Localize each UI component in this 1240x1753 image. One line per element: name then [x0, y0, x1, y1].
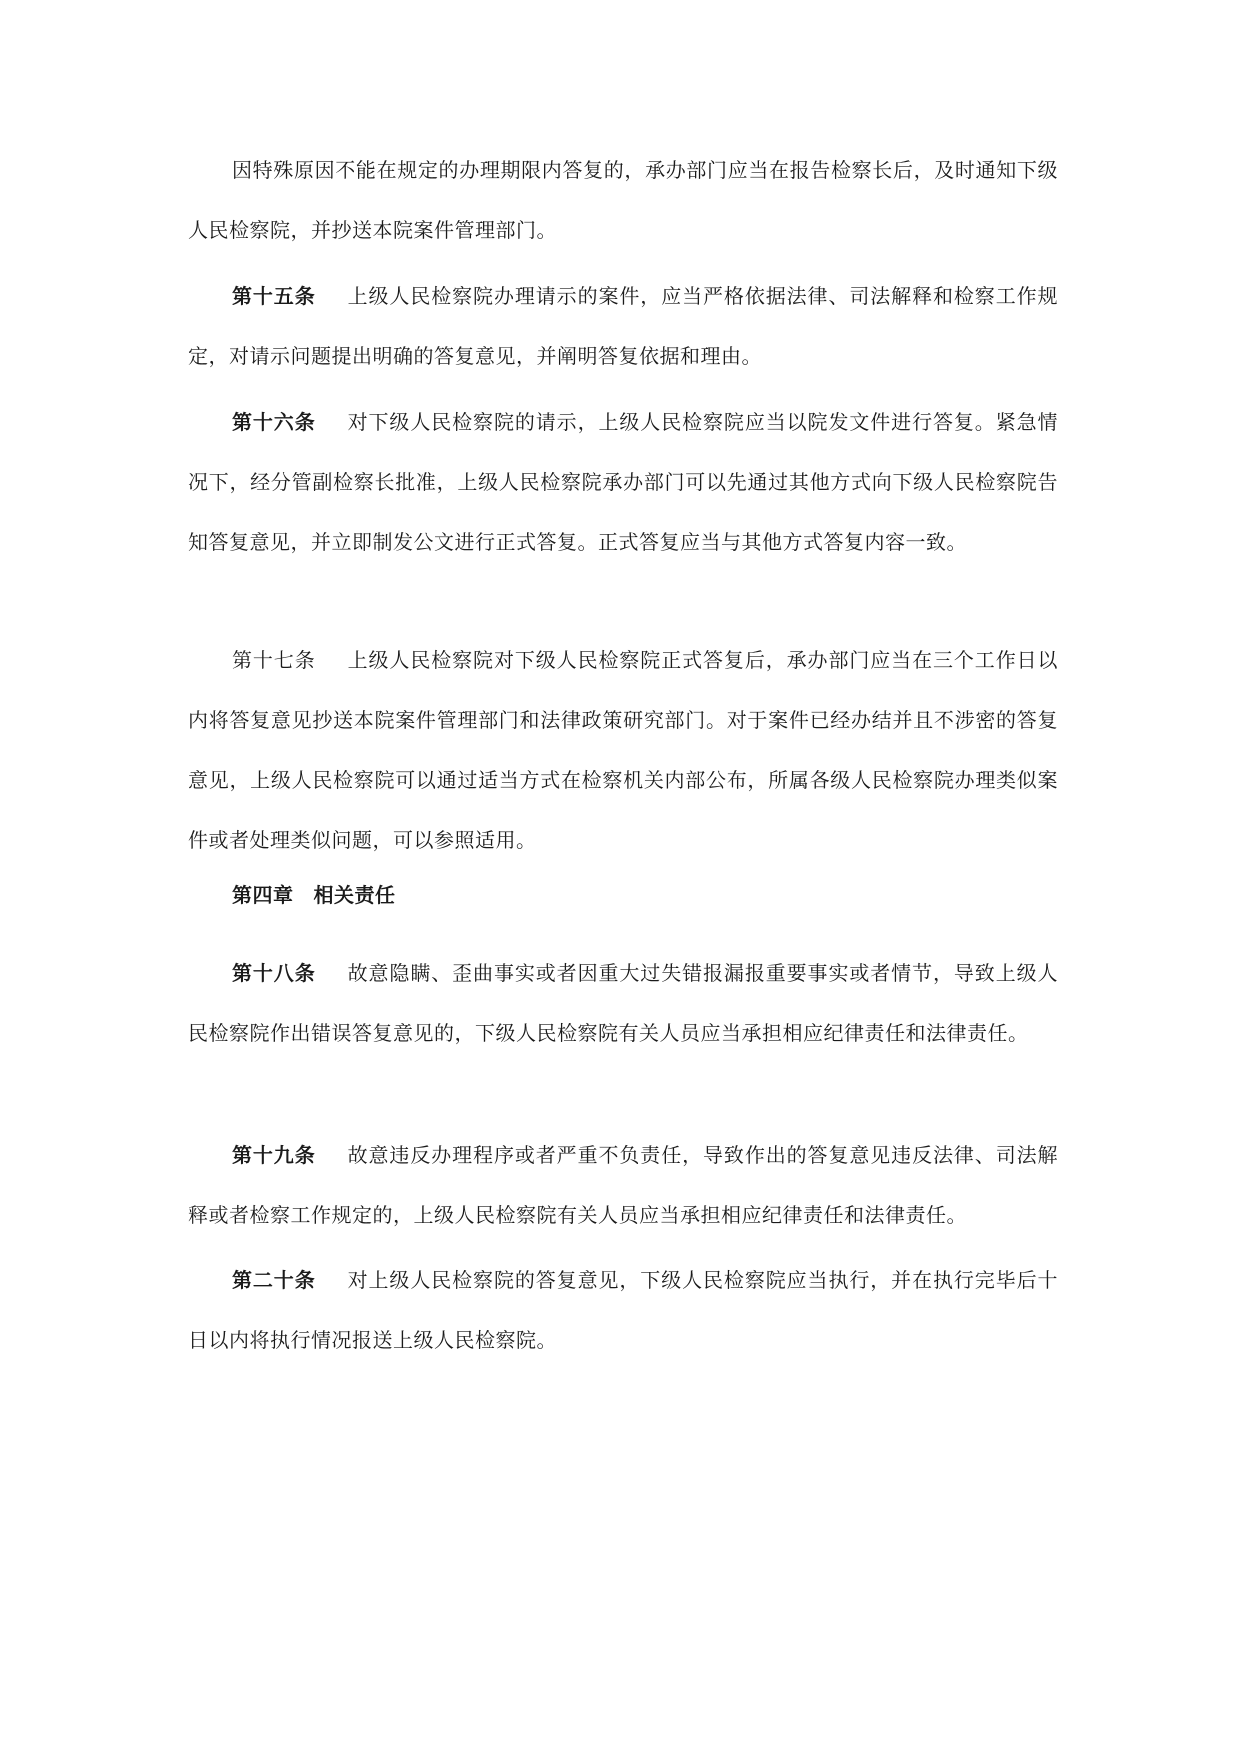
chapter-heading	[188, 865, 1058, 925]
article-text: 上级人民检察院办理请示的案件，应当严格依据法律、司法解释和检察工作规定，对请示问题提出明确的答复意见，并阐明答复依据和理由。	[188, 284, 1059, 368]
paragraph-text: 因特殊原因不能在规定的办理期限内答复的，承办部门应当在报告检察长后，及时通知下级人民检察院，并抄送本院案件管理部门。	[188, 158, 1058, 242]
article-18	[188, 943, 1058, 1063]
article-20	[188, 1250, 1058, 1370]
article-text: 对上级人民检察院的答复意见，下级人民检察院应当执行，并在执行完毕后十日以内将执行情况报送上级人民检察院。	[188, 1268, 1059, 1352]
article-19	[188, 1125, 1058, 1245]
chapter-number: 第四章	[232, 883, 294, 907]
article-text: 对下级人民检察院的请示，上级人民检察院应当以院发文件进行答复。紧急情况下，经分管副检察长批准，上级人民检察院承办部门可以先通过其他方式向下级人民检察院告知答复意见，并立即制发公文进行正式答复。正式答复应当与其他方式答复内容一致。	[188, 410, 1059, 554]
article-16	[188, 392, 1058, 572]
article-15	[188, 266, 1058, 386]
article-number: 第十六条	[232, 410, 316, 434]
article-text: 故意违反办理程序或者严重不负责任，导致作出的答复意见违反法律、司法解释或者检察工作规定的，上级人民检察院有关人员应当承担相应纪律责任和法律责任。	[188, 1143, 1059, 1227]
article-number: 第十九条	[232, 1143, 316, 1167]
chapter-title: 相关责任	[313, 883, 396, 907]
paragraph-continuation	[188, 140, 1058, 260]
article-text: 故意隐瞒、歪曲事实或者因重大过失错报漏报重要事实或者情节，导致上级人民检察院作出错误答复意见的，下级人民检察院有关人员应当承担相应纪律责任和法律责任。	[188, 961, 1059, 1045]
article-text: 上级人民检察院对下级人民检察院正式答复后，承办部门应当在三个工作日以内将答复意见抄送本院案件管理部门和法律政策研究部门。对于案件已经办结并且不涉密的答复意见，上级人民检察院可以通过适当方式在检察机关内部公布，所属各级人民检察院办理类似案件或者处理类似问题，可以参照适用。	[188, 648, 1059, 852]
article-number: 第二十条	[232, 1268, 316, 1292]
article-number: 第十五条	[232, 284, 316, 308]
article-number: 第十八条	[232, 961, 316, 985]
article-17	[188, 630, 1058, 870]
article-number: 第十七条	[232, 648, 316, 672]
